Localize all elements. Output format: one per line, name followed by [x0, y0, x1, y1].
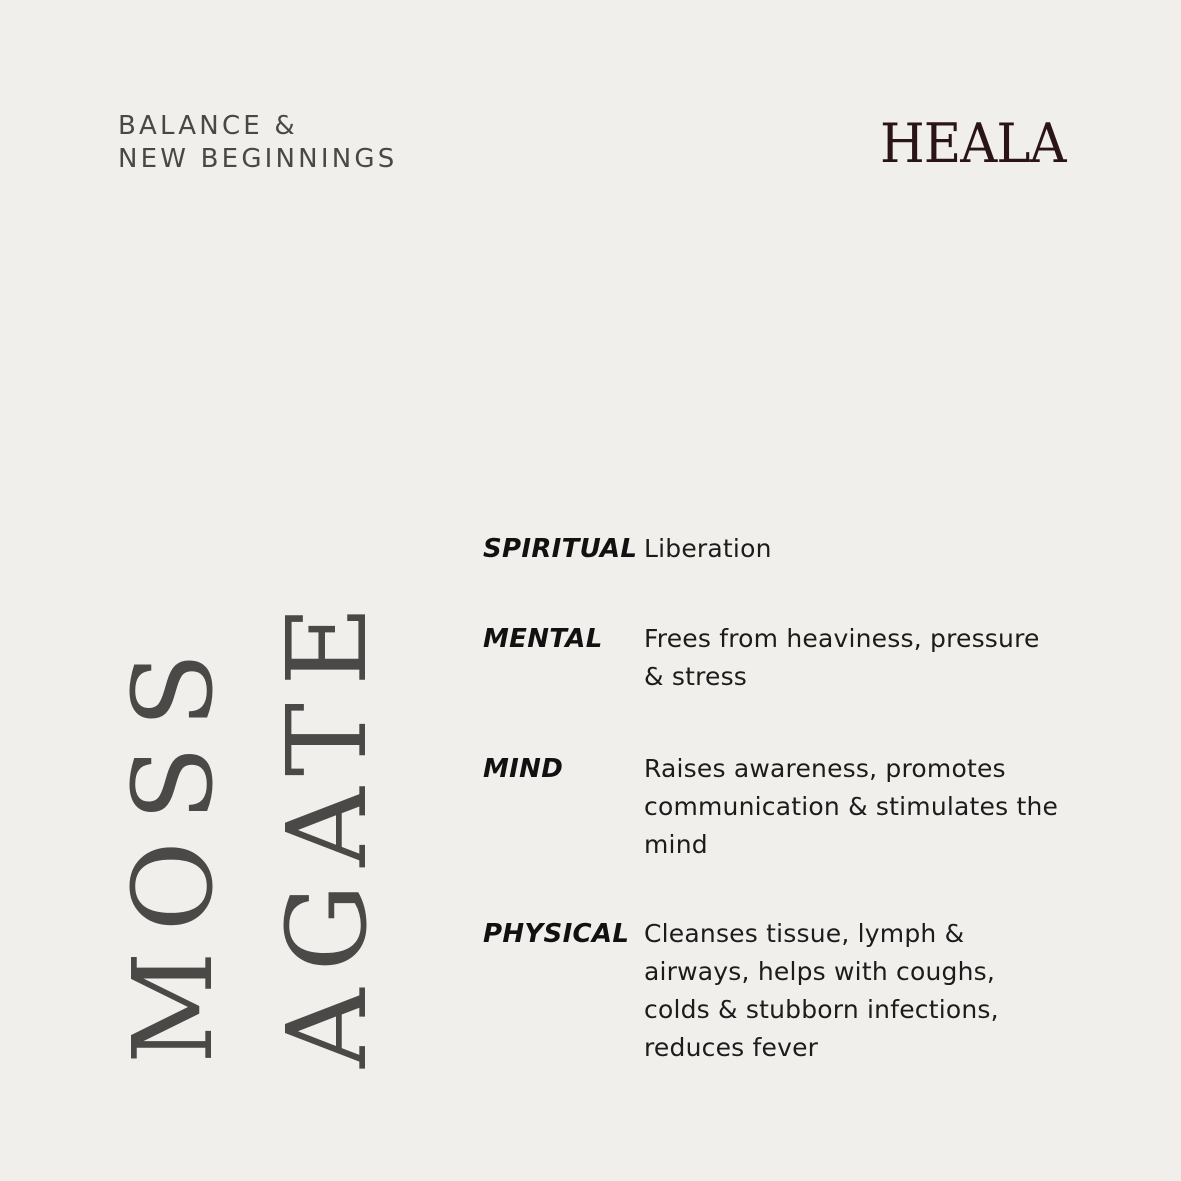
- brand-logo: HEALA: [880, 112, 1066, 175]
- title-word-agate: AGATE: [263, 588, 391, 1068]
- tagline-line-2: NEW BEGINNINGS: [118, 144, 398, 174]
- property-text: Liberation: [644, 534, 772, 563]
- tagline-line-1: BALANCE &: [118, 111, 298, 141]
- property-label: MENTAL: [483, 624, 603, 654]
- tagline: [118, 110, 397, 176]
- property-label: SPIRITUAL: [483, 534, 638, 564]
- property-text: Raises awareness, promotes communication & stimulates the mind: [644, 754, 1059, 859]
- property-label: PHYSICAL: [483, 919, 630, 949]
- property-text: Frees from heaviness, pressure & stress: [644, 624, 1040, 691]
- property-label: MIND: [483, 754, 564, 784]
- property-text: Cleanses tissue, lymph & airways, helps with coughs, colds & stubborn infections, reduces fever: [644, 919, 999, 1062]
- title-word-moss: MOSS: [109, 632, 237, 1064]
